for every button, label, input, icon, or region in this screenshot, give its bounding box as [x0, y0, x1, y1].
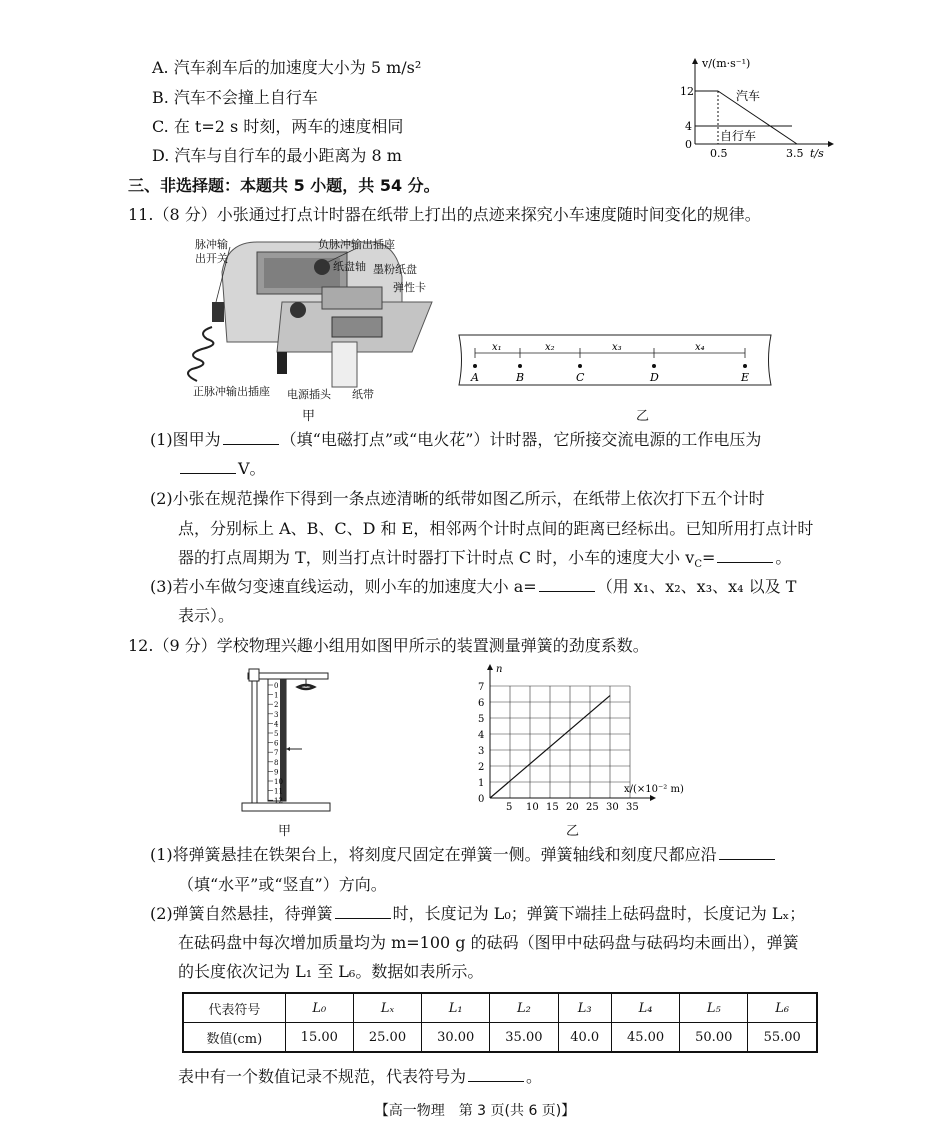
- vt-y12: 12: [680, 85, 694, 98]
- vt-y0: 0: [685, 138, 692, 151]
- length-table: [182, 992, 818, 1053]
- fig12-caption-a: 甲: [278, 824, 292, 839]
- tape-point-b: B: [516, 371, 525, 384]
- label-ink-disc: 墨粉纸盘: [373, 263, 417, 276]
- q12-part1-line1: (1)将弹簧悬挂在铁架台上，将刻度尺固定在弹簧一侧。弹簧轴线和刻度尺都应沿: [150, 845, 777, 865]
- tape-seg-x3: x₃: [612, 342, 622, 353]
- ruler-tick-label: 3: [274, 710, 279, 719]
- fig12-caption-b: 乙: [566, 824, 580, 839]
- y-tick-label: 5: [478, 714, 485, 725]
- q12-blank-1[interactable]: [719, 845, 775, 860]
- q11-part2-line2: 点，分别标上 A、B、C、D 和 E，相邻两个计时点间的距离已经标出。已知所用打点计时: [178, 519, 814, 538]
- ruler-tick-label: 9: [274, 768, 279, 777]
- label-spring-card: 弹性卡: [393, 281, 426, 294]
- table-header-value: 数值(cm): [183, 1023, 285, 1053]
- label-neg-output: 负脉冲输出插座: [318, 238, 395, 251]
- paper-tape: [455, 333, 775, 388]
- ruler-tick-label: 10: [274, 778, 283, 786]
- table-cell: 15.00: [285, 1023, 353, 1053]
- q12-part2-line2: 在砝码盘中每次增加质量均为 m=100 g 的砝码（图甲中砝码盘与砝码均未画出），弹簧: [178, 933, 799, 952]
- table-cell: 50.00: [680, 1023, 748, 1053]
- section-heading: 三、非选择题：本题共 5 小题，共 54 分。: [128, 176, 440, 195]
- vt-car-label: 汽车: [736, 89, 761, 103]
- ruler-tick-label: 12: [274, 797, 283, 806]
- y-tick-label: 4: [478, 730, 485, 741]
- vt-x05: 0.5: [710, 147, 728, 160]
- ruler-tick-label: 11: [274, 787, 283, 796]
- x-tick-label: 25: [586, 802, 599, 813]
- ruler-tick-label: 8: [274, 758, 279, 767]
- table-cell: L₅: [680, 993, 748, 1023]
- ruler-tick-label: 6: [274, 739, 279, 748]
- y-axis-arrow: [487, 664, 493, 670]
- q12-part1-line2: （填“水平”或“竖直”）方向。: [178, 875, 387, 894]
- vt-y4: 4: [685, 120, 692, 133]
- ruler-tick-label: 5: [274, 730, 279, 738]
- table-row: [183, 1023, 817, 1053]
- table-cell: L₀: [285, 993, 353, 1023]
- x-tick-label: 30: [606, 802, 619, 813]
- q11-part2-line1: (2)小张在规范操作下得到一条点迹清晰的纸带如图乙所示，在纸带上依次打下五个计时: [150, 489, 765, 508]
- x-tick-label: 35: [626, 802, 639, 813]
- fig11-caption-a: 甲: [302, 409, 316, 424]
- table-cell: 55.00: [748, 1023, 817, 1053]
- x-tick-label: 10: [526, 802, 539, 813]
- q12-part2-line1: (2)弹簧自然悬挂，待弹簧 时，长度记为 L₀；弹簧下端挂上砝码盘时，长度记为 Lₓ；: [150, 904, 806, 923]
- tape-seg-x2: x₂: [545, 342, 555, 353]
- table-cell: 30.00: [422, 1023, 490, 1053]
- q12-blank-3[interactable]: [468, 1067, 524, 1082]
- ruler-tick-label: 1: [274, 691, 279, 700]
- q11-stem: 11.（8 分）小张通过打点计时器在纸带上打出的点迹来探究小车速度随时间变化的规律。: [128, 205, 761, 224]
- tape-point-e: E: [741, 371, 750, 384]
- table-cell: L₃: [558, 993, 611, 1023]
- nx-chart: [472, 658, 712, 818]
- table-cell: L₆: [748, 993, 817, 1023]
- table-cell: 25.00: [353, 1023, 421, 1053]
- tape-point-d: D: [650, 371, 659, 384]
- ruler-tick-label: 4: [274, 720, 279, 729]
- q11-part2-line3: 器的打点周期为 T，则当打点计时器打下计时点 C 时，小车的速度大小 $v_C=$ 。: [178, 548, 792, 571]
- vt-x35: 3.5: [786, 147, 804, 160]
- label-tape: 纸带: [352, 388, 374, 401]
- fig11-caption-b: 乙: [636, 409, 650, 424]
- option-d: D. 汽车与自行车的最小距离为 8 m: [152, 146, 402, 165]
- ruler-tick-label: 7: [274, 749, 279, 758]
- ruler-tick-label: 2: [274, 701, 279, 710]
- label-pos-output: 正脉冲输出插座: [193, 385, 270, 398]
- label-pulse-switch-2: 出开关: [195, 252, 228, 265]
- q12-part3: 表中有一个数值记录不规范，代表符号为 。: [178, 1067, 543, 1086]
- table-row: [183, 993, 817, 1023]
- spring-apparatus: [240, 665, 335, 815]
- table-cell: 40.0: [558, 1023, 611, 1053]
- q11-blank-2[interactable]: [180, 459, 236, 474]
- tape-point-c: C: [576, 371, 585, 384]
- q11-part1-line2: V。: [178, 459, 266, 479]
- y-axis-label: n: [496, 664, 503, 675]
- table-cell: 35.00: [490, 1023, 558, 1053]
- table-header-symbol: 代表符号: [183, 993, 285, 1023]
- vt-ylabel: v/(m·s⁻¹): [702, 57, 751, 70]
- x-tick-label: 5: [506, 802, 513, 813]
- q11-blank-1[interactable]: [223, 430, 279, 445]
- q12-blank-2[interactable]: [335, 904, 391, 919]
- q11-part1-line1: (1)图甲为 （填“电磁打点”或“电火花”）计时器，它所接交流电源的工作电压为: [150, 430, 762, 449]
- y-tick-label: 3: [478, 746, 485, 757]
- x-axis-arrow: [650, 795, 656, 801]
- table-cell: L₁: [422, 993, 490, 1023]
- y-tick-label: 0: [478, 794, 485, 805]
- label-pulse-switch: 脉冲输: [195, 238, 228, 251]
- vt-xlabel: t/s: [810, 147, 824, 160]
- label-plug: 电源插头: [287, 388, 331, 401]
- q11-blank-4[interactable]: [539, 577, 595, 592]
- y-tick-label: 2: [478, 762, 485, 773]
- y-tick-label: 7: [478, 682, 485, 693]
- q12-stem: 12.（9 分）学校物理兴趣小组用如图甲所示的装置测量弹簧的劲度系数。: [128, 636, 649, 655]
- table-cell: Lₓ: [353, 993, 421, 1023]
- q11-part3-line1: (3)若小车做匀变速直线运动，则小车的加速度大小 a= （用 x₁、x₂、x₃、x₄ 以及 T: [150, 577, 797, 596]
- page-footer: 【高一物理 第 3 页(共 6 页)】: [374, 1103, 576, 1119]
- table-cell: L₂: [490, 993, 558, 1023]
- y-tick-label: 1: [478, 778, 485, 789]
- q11-blank-3[interactable]: [717, 548, 773, 563]
- vt-bike-label: 自行车: [720, 129, 757, 143]
- q11-part3-line2: 表示）。: [178, 606, 235, 625]
- tape-seg-x4: x₄: [695, 342, 705, 353]
- x-tick-label: 15: [546, 802, 559, 813]
- vt-graph: [680, 56, 840, 166]
- y-tick-label: 6: [478, 698, 485, 709]
- label-paper-axis: 纸盘轴: [333, 260, 366, 273]
- x-axis-label: x/(×10⁻² m): [624, 784, 684, 795]
- option-c: C. 在 t=2 s 时刻，两车的速度相同: [152, 117, 404, 136]
- table-cell: 45.00: [611, 1023, 679, 1053]
- option-b: B. 汽车不会撞上自行车: [152, 88, 318, 107]
- option-a: A. 汽车刹车后的加速度大小为 5 m/s²: [152, 58, 422, 77]
- q12-part2-line3: 的长度依次记为 L₁ 至 L₆。数据如表所示。: [178, 962, 484, 981]
- ruler-tick-label: 0: [274, 682, 279, 690]
- x-tick-label: 20: [566, 802, 579, 813]
- tape-seg-x1: x₁: [492, 342, 502, 353]
- tape-point-a: A: [471, 371, 479, 384]
- table-cell: L₄: [611, 993, 679, 1023]
